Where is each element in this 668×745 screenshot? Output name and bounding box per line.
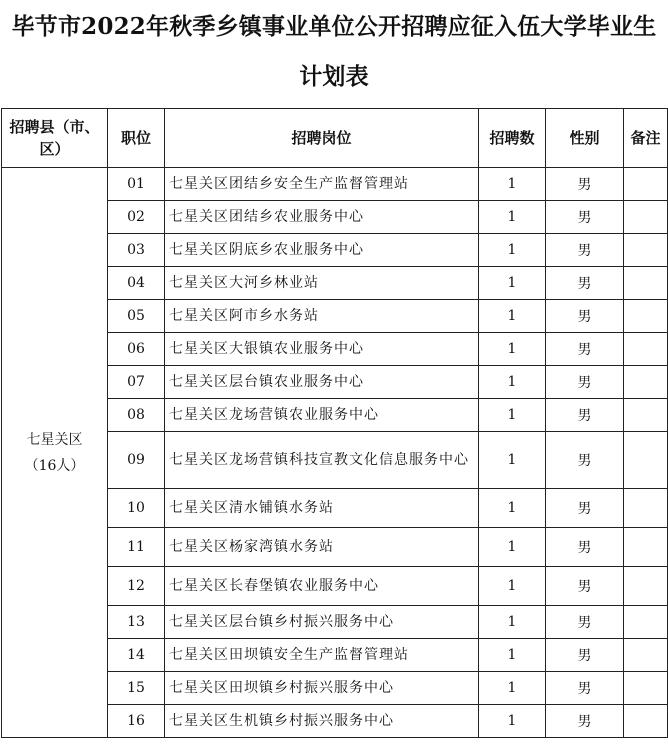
row-gender: 男 bbox=[546, 267, 624, 300]
row-code: 05 bbox=[108, 300, 165, 333]
row-post: 七星关区层台镇乡村振兴服务中心 bbox=[165, 606, 479, 639]
row-post: 七星关区团结乡安全生产监督管理站 bbox=[165, 168, 479, 201]
row-remark bbox=[624, 168, 668, 201]
row-post: 七星关区阿市乡水务站 bbox=[165, 300, 479, 333]
row-gender: 男 bbox=[546, 201, 624, 234]
table-body bbox=[2, 168, 668, 738]
row-post: 七星关区龙场营镇科技宣教文化信息服务中心 bbox=[165, 432, 479, 489]
row-count: 1 bbox=[479, 366, 546, 399]
row-gender: 男 bbox=[546, 234, 624, 267]
row-code: 13 bbox=[108, 606, 165, 639]
row-gender: 男 bbox=[546, 567, 624, 606]
row-count: 1 bbox=[479, 606, 546, 639]
row-count: 1 bbox=[479, 528, 546, 567]
row-count: 1 bbox=[479, 705, 546, 738]
title-line-1: 毕节市2022年秋季乡镇事业单位公开招聘应征入伍大学毕业生 bbox=[11, 13, 657, 40]
row-count: 1 bbox=[479, 639, 546, 672]
row-remark bbox=[624, 333, 668, 366]
county-cell bbox=[2, 168, 108, 738]
row-remark bbox=[624, 528, 668, 567]
row-code: 12 bbox=[108, 567, 165, 606]
row-gender: 男 bbox=[546, 399, 624, 432]
row-post: 七星关区大河乡林业站 bbox=[165, 267, 479, 300]
row-remark bbox=[624, 672, 668, 705]
header-county: 招聘县（市、区） bbox=[2, 109, 108, 168]
row-remark bbox=[624, 267, 668, 300]
row-gender: 男 bbox=[546, 168, 624, 201]
row-count: 1 bbox=[479, 333, 546, 366]
row-remark bbox=[624, 705, 668, 738]
row-count: 1 bbox=[479, 267, 546, 300]
row-code: 02 bbox=[108, 201, 165, 234]
header-gender: 性别 bbox=[546, 109, 624, 168]
row-gender: 男 bbox=[546, 432, 624, 489]
row-code: 03 bbox=[108, 234, 165, 267]
row-code: 15 bbox=[108, 672, 165, 705]
header-post: 招聘岗位 bbox=[165, 109, 479, 168]
row-remark bbox=[624, 201, 668, 234]
table-row bbox=[2, 168, 668, 201]
row-remark bbox=[624, 639, 668, 672]
row-post: 七星关区团结乡农业服务中心 bbox=[165, 201, 479, 234]
row-code: 10 bbox=[108, 489, 165, 528]
row-post: 七星关区田坝镇安全生产监督管理站 bbox=[165, 639, 479, 672]
row-post: 七星关区清水铺镇水务站 bbox=[165, 489, 479, 528]
table-header-row bbox=[2, 109, 668, 168]
row-count: 1 bbox=[479, 672, 546, 705]
row-post: 七星关区杨家湾镇水务站 bbox=[165, 528, 479, 567]
row-gender: 男 bbox=[546, 333, 624, 366]
row-code: 06 bbox=[108, 333, 165, 366]
row-gender: 男 bbox=[546, 300, 624, 333]
row-post: 七星关区田坝镇乡村振兴服务中心 bbox=[165, 672, 479, 705]
row-remark bbox=[624, 432, 668, 489]
header-remark: 备注 bbox=[624, 109, 668, 168]
row-code: 16 bbox=[108, 705, 165, 738]
row-code: 14 bbox=[108, 639, 165, 672]
row-count: 1 bbox=[479, 489, 546, 528]
row-remark bbox=[624, 489, 668, 528]
title-line-2: 计划表 bbox=[299, 63, 369, 90]
row-post: 七星关区龙场营镇农业服务中心 bbox=[165, 399, 479, 432]
row-remark bbox=[624, 606, 668, 639]
row-code: 07 bbox=[108, 366, 165, 399]
row-count: 1 bbox=[479, 300, 546, 333]
row-code: 09 bbox=[108, 432, 165, 489]
row-post: 七星关区阴底乡农业服务中心 bbox=[165, 234, 479, 267]
row-remark bbox=[624, 366, 668, 399]
row-remark bbox=[624, 399, 668, 432]
row-gender: 男 bbox=[546, 366, 624, 399]
row-gender: 男 bbox=[546, 606, 624, 639]
row-gender: 男 bbox=[546, 705, 624, 738]
row-gender: 男 bbox=[546, 489, 624, 528]
row-remark bbox=[624, 234, 668, 267]
row-count: 1 bbox=[479, 399, 546, 432]
row-code: 01 bbox=[108, 168, 165, 201]
county-name: 七星关区 bbox=[26, 431, 83, 448]
row-count: 1 bbox=[479, 201, 546, 234]
row-gender: 男 bbox=[546, 528, 624, 567]
row-count: 1 bbox=[479, 432, 546, 489]
header-count: 招聘数 bbox=[479, 109, 546, 168]
row-post: 七星关区长春堡镇农业服务中心 bbox=[165, 567, 479, 606]
row-remark bbox=[624, 300, 668, 333]
header-code: 职位 bbox=[108, 109, 165, 168]
recruitment-table bbox=[1, 108, 668, 738]
row-code: 04 bbox=[108, 267, 165, 300]
row-gender: 男 bbox=[546, 639, 624, 672]
row-post: 七星关区生机镇乡村振兴服务中心 bbox=[165, 705, 479, 738]
row-count: 1 bbox=[479, 168, 546, 201]
row-gender: 男 bbox=[546, 672, 624, 705]
row-count: 1 bbox=[479, 567, 546, 606]
row-post: 七星关区层台镇农业服务中心 bbox=[165, 366, 479, 399]
row-code: 11 bbox=[108, 528, 165, 567]
row-count: 1 bbox=[479, 234, 546, 267]
row-post: 七星关区大银镇农业服务中心 bbox=[165, 333, 479, 366]
row-remark bbox=[624, 567, 668, 606]
row-code: 08 bbox=[108, 399, 165, 432]
county-total: （16人） bbox=[24, 457, 85, 474]
